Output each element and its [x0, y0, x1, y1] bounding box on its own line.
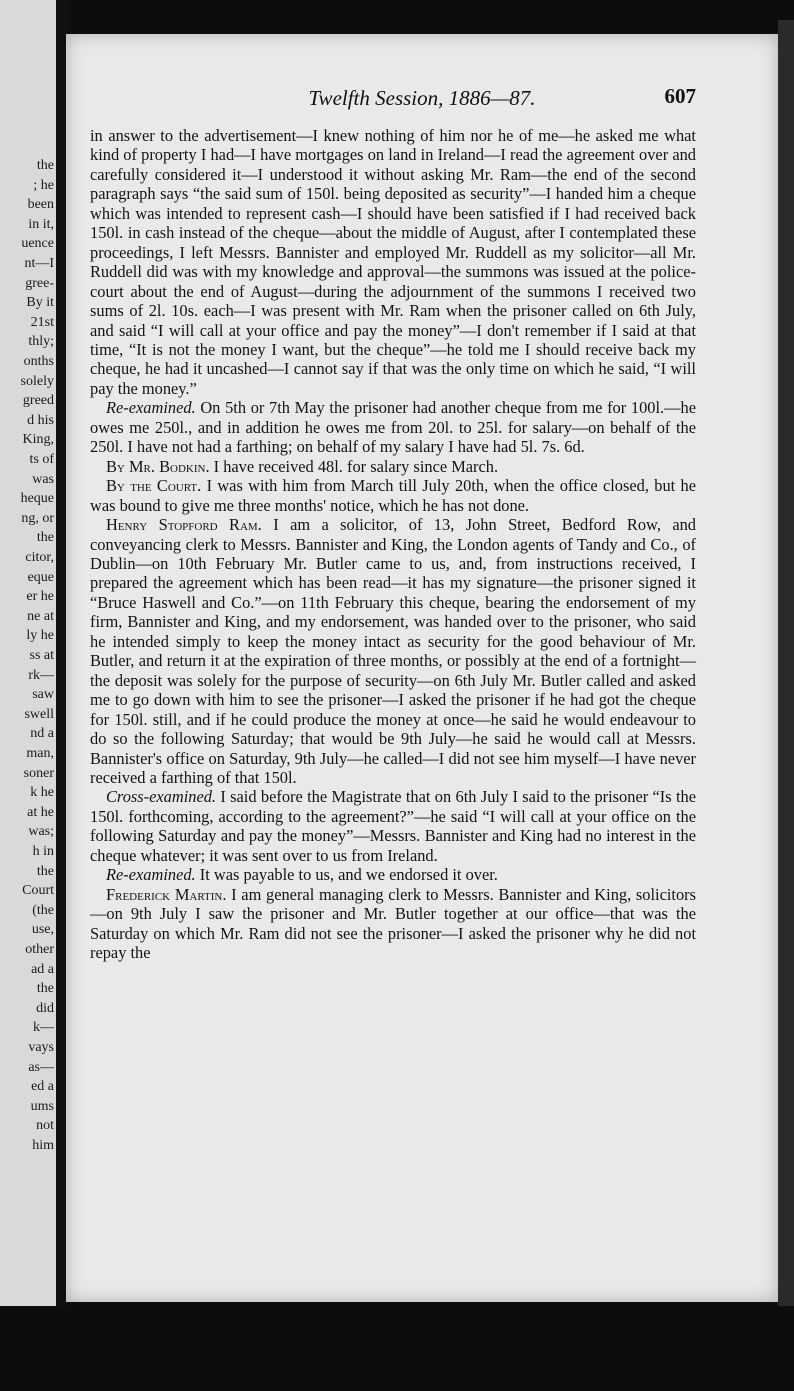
left-page-fragment: in it,	[28, 216, 54, 232]
paragraph-text: I said before the Magistrate that on 6th July I said to the prisoner “Is the 150l. forthcoming, according to the agreement?”—he said “I will call at your office on the following Saturday and pay the money”—Messrs. Bannister and King had no interest in the cheque whatever; it was sent over to us from Ireland.	[90, 787, 696, 865]
paragraph-text: I was with him from March till July 20th, when the office closed, but he was bound to give me three months' notice, which he has not done.	[90, 476, 696, 515]
left-page-fragment: him	[32, 1138, 54, 1153]
left-page-fragment: ss at	[29, 648, 54, 663]
left-page-fragment: 21st	[30, 314, 54, 330]
paragraph	[90, 126, 696, 398]
left-page-fragment: the	[36, 981, 54, 997]
left-page-fragment: vays	[28, 1040, 54, 1055]
left-page-fragment: solely	[20, 373, 54, 389]
left-page-fragment: k he	[30, 785, 54, 801]
left-page-fragment: Court	[22, 883, 54, 899]
left-page-fragment: swell	[24, 706, 54, 722]
page-edge	[778, 20, 794, 1310]
paragraph	[90, 865, 696, 884]
paragraph-text: It was payable to us, and we endorsed it over.	[195, 865, 498, 885]
left-page-fragment: gree-	[25, 275, 54, 291]
left-page-fragment: the	[36, 530, 54, 546]
left-page-fragment: ed a	[31, 1079, 54, 1095]
left-page-fragment: onths	[23, 354, 54, 369]
left-page-fragment: at he	[27, 804, 54, 820]
left-page-fragment: did	[36, 1000, 54, 1016]
left-page-fragment: ts of	[29, 452, 54, 467]
adjacent-page-strip	[0, 0, 58, 1306]
left-page-fragment: thly;	[28, 334, 54, 350]
book-page	[66, 34, 778, 1302]
left-page-fragment: greed	[22, 393, 54, 409]
paragraph-text: I have received 48l. for salary since March.	[209, 456, 499, 476]
left-page-fragment: h in	[32, 844, 54, 859]
left-page-fragment: ad a	[31, 961, 54, 977]
left-page-fragment: the	[36, 158, 54, 173]
witness-name: Henry Stopford Ram.	[106, 515, 262, 535]
speaker-lead: By Mr. Bodkin.	[106, 456, 210, 476]
paragraph	[90, 457, 696, 476]
left-page-fragment: nd a	[30, 726, 54, 742]
left-page-fragment: not	[36, 1118, 54, 1134]
witness-name: Frederick Martin.	[106, 884, 227, 904]
page-number: 607	[664, 84, 696, 108]
left-page-fragment: rk—	[28, 667, 54, 683]
left-page-fragment: ne at	[27, 608, 54, 624]
left-page-fragment: was	[32, 471, 54, 487]
paragraph	[90, 787, 696, 865]
paragraph	[90, 476, 696, 515]
scan-border	[0, 1306, 794, 1391]
left-page-fragment: as—	[28, 1059, 54, 1075]
left-page-fragment: uence	[21, 236, 54, 252]
speaker-lead: Re-examined.	[106, 865, 196, 885]
left-page-fragment: other	[25, 942, 54, 957]
left-page-fragment: ly he	[26, 628, 54, 644]
left-page-fragment: ng, or	[21, 510, 54, 526]
speaker-lead: Cross-examined.	[106, 787, 217, 807]
left-page-fragment: (the	[32, 902, 54, 918]
left-page-fragment: d his	[27, 412, 54, 428]
left-page-fragment: saw	[32, 687, 54, 703]
running-head: Twelfth Session, 1886—87.	[308, 86, 536, 110]
paragraph-text: On 5th or 7th May the prisoner had another cheque from me for 100l.—he owes me 250l., and in addition he owes me from 20l. to 25l. for salary—on behalf of the 250l. I have not had a farthing; on behalf of my salary I have had 5l. 7s. 6d.	[90, 398, 696, 457]
paragraph	[90, 398, 696, 456]
left-page-fragment: eque	[27, 569, 54, 585]
paragraph	[90, 885, 696, 963]
left-page-fragment: k—	[33, 1020, 54, 1036]
left-page-fragment: citor,	[25, 550, 54, 565]
left-page-fragment: been	[27, 197, 54, 213]
speaker-lead: Re-examined.	[106, 398, 196, 418]
left-page-fragment: the	[36, 863, 54, 879]
left-page-fragment: was;	[28, 824, 54, 840]
left-page-fragment: man,	[26, 746, 54, 761]
left-page-fragment: heque	[20, 491, 54, 507]
speaker-lead: By the Court.	[106, 476, 202, 496]
paragraph-text: I am general managing clerk to Messrs. Bannister and King, solicitors—on 9th July I saw the prisoner and Mr. Butler together at our office—that was the Saturday on which Mr. Ram did not see the prisoner—I asked the prisoner why he did not repay the	[90, 884, 696, 963]
left-page-fragment: ; he	[33, 177, 54, 193]
left-page-fragment: use,	[31, 922, 54, 938]
left-page-fragment: ums	[30, 1098, 54, 1114]
page-header	[66, 86, 778, 114]
left-page-fragment: King,	[22, 432, 54, 448]
left-page-fragment: er he	[26, 589, 54, 605]
paragraph-text: I am a solicitor, of 13, John Street, Bedford Row, and conveyancing clerk to Messrs. Bannister and King, the London agents of Tandy and Co., of Dublin—on 10th February Mr. Butler came to us, and, from instructions received, I prepared the agreement which has been read—it has my signature—the prisoner signed it “Bruce Haswell and Co.”—on 11th February this cheque, bearing the endorsement of my firm, Bannister and King, and my endorsement, was handed over to the prisoner, who said he intended simply to keep the money intact as security for the good behaviour of Mr. Butler, and return it at the expiration of three months, or possibly at the end of a fortnight—the deposit was solely for the purpose of security—on 6th July Mr. Butler called and asked me to go down with him to see the prisoner—I asked the prisoner if he had got the cheque for 150l. still, and if he could produce the money at once—he said he would endeavour to do so the following Saturday; that would be 9th July—he said he would call at Messrs. Bannister's office on Saturday, 9th July—he called—I did not see him myself—I have never received a farthing of that 150l.	[90, 515, 696, 787]
paragraph	[90, 515, 696, 787]
left-page-fragment: By it	[26, 295, 54, 311]
left-page-fragment: nt—I	[24, 256, 54, 271]
paragraph-text: in answer to the advertisement—I knew nothing of him nor he of me—he asked me what kind of property I had—I have mortgages on land in Ireland—I read the agreement over and carefully considered it—I understood it without asking Mr. Ram—the end of the second paragraph says “the said sum of 150l. being deposited as security”—I handed him a cheque which was intended to represent cash—I should have been satisfied if I had received back 150l. in cash instead of the cheque—about the middle of August, after I contemplated these proceedings, I left Messrs. Bannister and employed Mr. Ruddell as my solicitor—all Mr. Ruddell did was with my knowledge and approval—the summons was issued at the police-court about the end of August—during the adjournment of the summons I received two sums of 2l. 10s. each—I was present with Mr. Ram when the prisoner called on 6th July, and said “I will call at your office and pay the money”—I don't remember if I said at that time, “It is not the money I want, but the cheque”—he told me I should receive back my cheque, he had it uncashed—I cannot say if that was the only time on which he said, “I will pay the money.”	[90, 126, 696, 398]
left-page-fragment: soner	[23, 765, 54, 781]
body-text	[90, 126, 696, 962]
